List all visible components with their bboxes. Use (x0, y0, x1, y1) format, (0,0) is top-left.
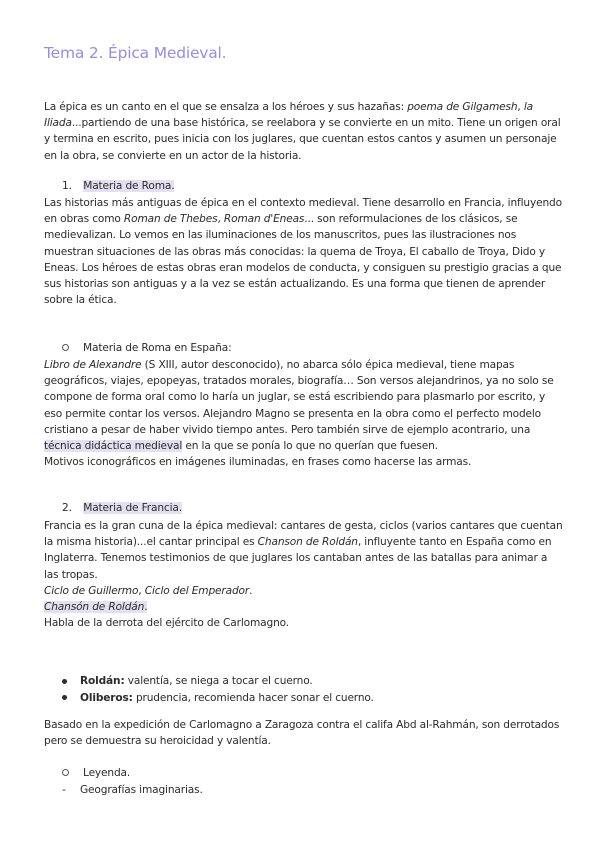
intro-italic-2: la Iliada (44, 101, 533, 130)
sub-line-2: Motivos iconográficos en imágenes iluminadas, en frases como hacerse las armas. (44, 456, 472, 469)
section-1-heading (62, 178, 174, 194)
s2-italic-2: Ciclo de Guillermo (44, 584, 139, 597)
bullet-dot-icon (62, 695, 67, 700)
s2-text-3: , (138, 584, 145, 597)
bullet-text: prudencia, recomienda hacer sonar el cuerno. (132, 691, 374, 704)
s1-text-3: ... son reformulaciones de los clásicos, se medievalizan. Lo vemos en las iluminaciones de los manuscritos, pues las ilustraciones nos muestran situaciones de las obras más conocidas: la quema de Troya, El caballo de Troya, Dido y Eneas. Los héroes de estas obras eran modelos de conducta, y consiguen su prestigio gracias a que sus historias son antiguas y a la vez se están actualizando. Es una forma que tienen de aprender sobre la ética. (44, 213, 562, 307)
bullet-label: Oliberos: (80, 691, 133, 704)
intro-italic-1: poema de Gilgamesh (407, 101, 518, 113)
section-2-heading (62, 500, 182, 516)
list-item (62, 765, 562, 782)
hollow-circle-bullet-icon (62, 344, 69, 351)
s2-text-1: Francia es la gran cuna de la épica medieval: cantares de gesta, ciclos (varios cantares que cuentan la misma historia)...el cantar principal es (44, 520, 563, 549)
section-1-number: 1. (62, 180, 72, 192)
page-title: Tema 2. Épica Medieval. (44, 44, 227, 62)
s1-italic-1: Roman de Thebes (123, 213, 218, 226)
section-1-title: Materia de Roma. (83, 180, 175, 192)
characters-list (62, 673, 562, 706)
closing-paragraph (44, 717, 564, 749)
s2-italic-1: Chanson de Roldán (257, 536, 358, 549)
final-dash-item: Geografías imaginarias. (80, 783, 203, 796)
sub-highlight: técnica didáctica medieval (44, 440, 183, 453)
list-item (62, 673, 562, 690)
intro-text-2: , (517, 101, 524, 113)
subsection-heading (62, 340, 232, 356)
s2-text-2: , influyente tanto en España como en Inglaterra. Tenemos testimonios de que juglares los cantaban antes de las batallas para animar a las tropas. (44, 536, 552, 581)
section-2-number: 2. (62, 502, 72, 514)
section-2-paragraph (44, 518, 564, 631)
bullet-label: Roldán: (80, 675, 125, 687)
intro-text-1: La épica es un canto en el que se ensalza a los héroes y sus hazañas: (44, 101, 408, 113)
intro-text-3: ...partiendo de una base histórica, se reelabora y se convierte en un mito. Tiene un origen oral y termina en escrito, pues inicia con los juglares, que cuentan estos cantos y asumen un personaje en la obra, se convierte en un actor de la historia. (44, 117, 561, 162)
final-list (62, 765, 562, 798)
s2-text-5: . (144, 601, 148, 614)
sub-text-1: (S XIII, autor desconocido), no abarca sólo épica medieval, tiene mapas geográficos, viajes, epopeyas, tratados morales, biografía… Son versos alejandrinos, ya no solo se compone de forma oral como lo haría un juglar, se está escribiendo para plasmarlo por escrito, y eso permite contar los versos. Alejandro Magno se presenta en la obra como el perfecto modelo cristiano a pesar de haber vivido tiempo antes. Pero también sirve de ejemplo acontrario, una (44, 359, 554, 436)
subsection-title: Materia de Roma en España: (83, 342, 232, 354)
section-1-paragraph (44, 195, 564, 308)
final-circle-item: Leyenda. (83, 767, 131, 779)
s2-line-4: Habla de la derrota del ejército de Carlomagno. (44, 617, 289, 630)
section-2-title: Materia de Francia. (83, 502, 182, 514)
list-item (62, 690, 562, 707)
s1-text-2: , (217, 213, 224, 226)
list-item (62, 782, 562, 799)
subsection-paragraph (44, 357, 564, 470)
hollow-circle-bullet-icon (62, 769, 69, 776)
s1-italic-2: Roman d'Eneas (223, 213, 305, 226)
closing-text: Basado en la expedición de Carlomagno a Zaragoza contra el califa Abd al-Rahmán, son derrotados pero se demuestra su heroicidad y valentía. (44, 719, 560, 748)
s1-text-1: Las historias más antiguas de épica en el contexto medieval. Tiene desarrollo en Francia, influyendo en obras como (44, 197, 562, 226)
sub-text-2: en la que se ponía lo que no querían que fuesen. (182, 440, 438, 453)
dash-marker: - (62, 783, 66, 796)
bullet-text: valentía, se niega a tocar el cuerno. (124, 675, 313, 687)
bullet-dot-icon (62, 679, 67, 684)
intro-paragraph (44, 99, 564, 164)
sub-italic-1: Libro de Alexandre (44, 359, 142, 371)
s2-italic-4: Chansón de Roldán (44, 601, 145, 614)
s2-italic-3: Ciclo del Emperador (144, 584, 250, 597)
s2-text-4: . (249, 584, 253, 597)
